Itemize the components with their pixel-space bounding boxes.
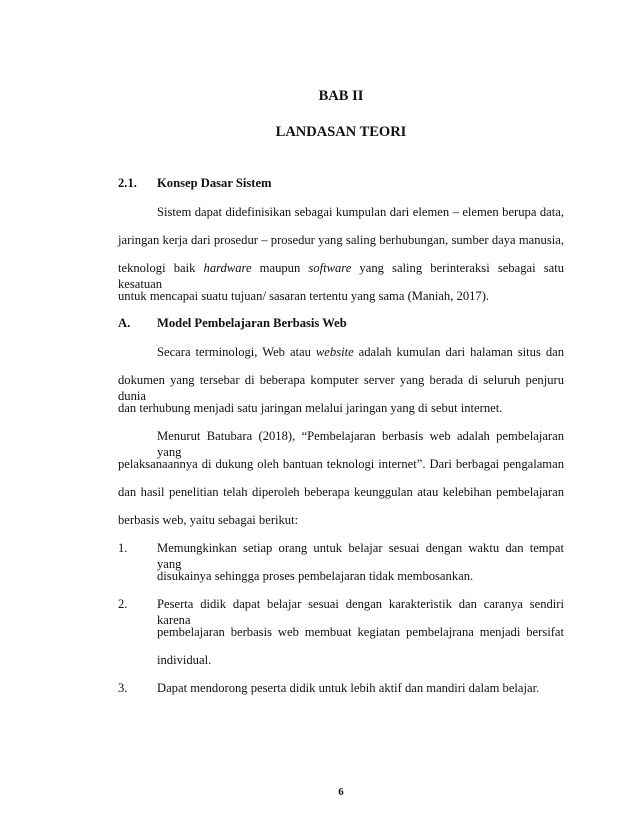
section-title: Konsep Dasar Sistem	[157, 176, 272, 190]
paragraph-line: untuk mencapai suatu tujuan/ sasaran tertentu yang sama (Maniah, 2017).	[118, 289, 490, 303]
text-run: teknologi baik	[118, 261, 204, 275]
list-item-line: Memungkinkan setiap orang untuk belajar sesuai dengan waktu dan tempat yang	[157, 541, 564, 571]
list-number: 2.	[118, 597, 128, 611]
section-title: Model Pembelajaran Berbasis Web	[157, 316, 347, 330]
section-heading-2-1	[118, 176, 272, 191]
chapter-number: BAB II	[318, 88, 364, 104]
paragraph-line: berbasis web, yaitu sebagai berikut:	[118, 513, 299, 527]
paragraph-line: dokumen yang tersebar di beberapa komputer server yang berada di seluruh penjuru dunia	[118, 373, 564, 403]
text-run: Secara terminologi, Web atau	[157, 345, 316, 359]
section-number: 2.1.	[118, 176, 137, 190]
paragraph-line: dan hasil penelitian telah diperoleh beberapa keunggulan atau kelebihan pembelajaran	[118, 485, 564, 499]
paragraph-line	[157, 344, 564, 360]
list-item-line: individual.	[157, 653, 212, 667]
section-heading-a	[118, 316, 347, 331]
list-number: 1.	[118, 541, 128, 555]
paragraph-line: Menurut Batubara (2018), “Pembelajaran berbasis web adalah pembelajaran yang	[157, 429, 564, 459]
text-run: yang saling berinteraksi sebagai satu kesatuan	[118, 261, 564, 291]
section-number: A.	[118, 316, 131, 330]
italic-term: website	[315, 345, 354, 359]
list-item-line: disukainya sehingga proses pembelajaran tidak membosankan.	[157, 569, 474, 583]
paragraph-line: Sistem dapat didefinisikan sebagai kumpulan dari elemen – elemen berupa data,	[157, 205, 564, 219]
list-item-line: Peserta didik dapat belajar sesuai dengan karakteristik dan caranya sendiri karena	[157, 597, 564, 627]
page-number: 6	[338, 786, 344, 798]
paragraph-line: pelaksanaannya di dukung oleh bantuan teknologi internet”. Dari berbagai pengalaman	[118, 457, 564, 471]
paragraph-line: dan terhubung menjadi satu jaringan melalui jaringan yang di sebut internet.	[118, 401, 503, 415]
text-run: adalah kumulan dari halaman situs dan	[353, 345, 565, 359]
paragraph-line: jaringan kerja dari prosedur – prosedur yang saling berhubungan, sumber daya manusia,	[118, 233, 564, 247]
italic-term: hardware	[203, 261, 252, 275]
chapter-title: LANDASAN TEORI	[275, 124, 407, 140]
text-run: maupun	[251, 261, 309, 275]
list-item-line: pembelajaran berbasis web membuat kegiatan pembelajrana menjadi bersifat	[157, 625, 564, 639]
list-number: 3.	[118, 681, 128, 695]
list-item-line: Dapat mendorong peserta didik untuk lebih aktif dan mandiri dalam belajar.	[157, 681, 540, 695]
italic-term: software	[308, 261, 352, 275]
